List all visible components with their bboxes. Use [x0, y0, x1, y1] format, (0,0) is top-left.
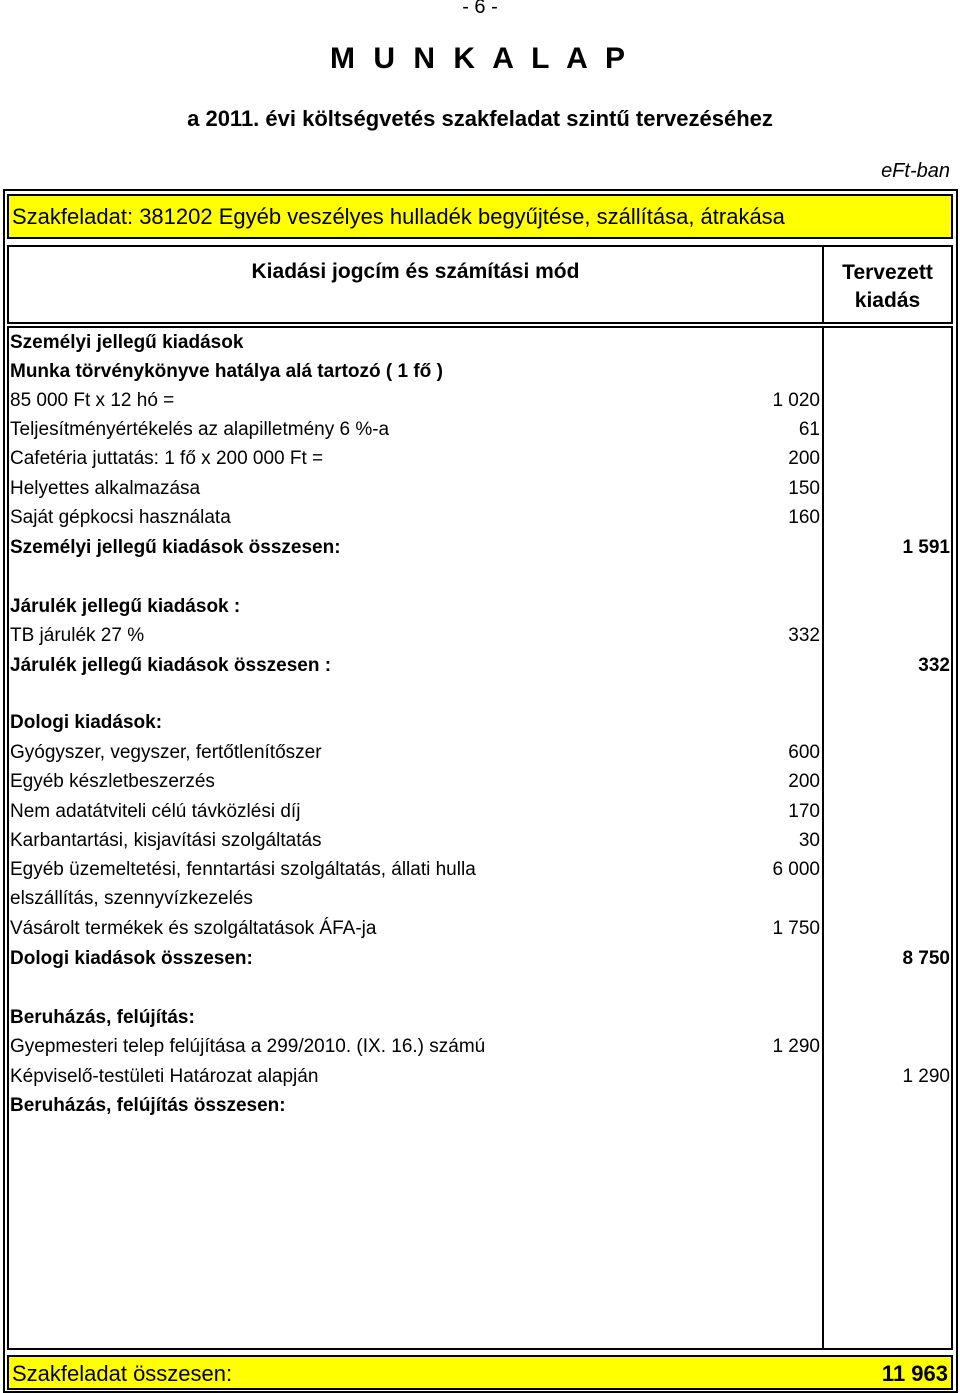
row-calc-value: 150 — [788, 478, 820, 499]
row-planned-value: 332 — [918, 655, 950, 676]
total-label: Szakfeladat összesen: — [12, 1361, 233, 1386]
header-col-tervezett-line2: kiadás — [854, 289, 921, 312]
row-planned-value: 8 750 — [902, 948, 950, 969]
table-header — [7, 245, 953, 324]
szakfeladat-total-banner — [7, 1355, 953, 1390]
row-calc-value: 6 000 — [772, 859, 820, 880]
page-title: M U N K A L A P — [330, 42, 630, 75]
table-row — [10, 1003, 950, 1032]
page-subtitle: a 2011. évi költségvetés szakfeladat szintű tervezéséhez — [187, 106, 773, 131]
table-row — [10, 621, 950, 650]
row-label: Munka törvénykönyve hatálya alá tartozó ( 1 fő ) — [10, 361, 443, 382]
table-row — [10, 884, 950, 913]
row-label: Helyettes alkalmazása — [10, 478, 201, 499]
row-label: Egyéb készletbeszerzés — [10, 771, 215, 792]
row-label: Cafetéria juttatás: 1 fő x 200 000 Ft = — [10, 448, 324, 469]
table-row — [10, 357, 950, 386]
table-row — [10, 708, 950, 737]
header-col-tervezett — [824, 247, 951, 322]
table-row — [10, 1062, 950, 1091]
row-label: Beruházás, felújítás összesen: — [10, 1095, 286, 1116]
table-row — [10, 592, 950, 621]
row-label: Dologi kiadások összesen: — [10, 948, 253, 969]
row-calc-value: 160 — [788, 507, 820, 528]
row-calc-value: 200 — [788, 448, 820, 469]
row-label: Személyi jellegű kiadások — [10, 332, 244, 353]
table-row — [10, 533, 950, 562]
table-row — [10, 651, 950, 680]
row-label: Járulék jellegű kiadások : — [10, 596, 241, 617]
row-planned-value: 1 591 — [902, 537, 950, 558]
table-row — [10, 415, 950, 444]
row-label: Dologi kiadások: — [10, 712, 163, 733]
page-number: - 6 - — [462, 0, 498, 18]
row-calc-value: 1 750 — [772, 918, 820, 939]
table-row — [10, 826, 950, 855]
table-row — [10, 944, 950, 973]
table-row — [10, 855, 950, 884]
row-calc-value: 170 — [788, 801, 820, 822]
table-row — [10, 1032, 950, 1061]
row-label: Gyógyszer, vegyszer, fertőtlenítőszer — [10, 742, 322, 763]
row-calc-value: 61 — [798, 419, 820, 440]
table-row — [10, 797, 950, 826]
row-label: Karbantartási, kisjavítási szolgáltatás — [10, 830, 322, 851]
row-calc-value: 30 — [798, 830, 820, 851]
unit-label: eFt-ban — [881, 160, 950, 182]
row-planned-value: 1 290 — [902, 1066, 950, 1087]
row-label: Nem adatátviteli célú távközlési díj — [10, 801, 301, 822]
row-calc-value: 1 020 — [772, 390, 820, 411]
row-label: Képviselő-testületi Határozat alapján — [10, 1066, 319, 1087]
table-row — [10, 444, 950, 473]
header-col-jogcim-label: Kiadási jogcím és számítási mód — [251, 260, 580, 283]
row-label: Teljesítményértékelés az alapilletmény 6 %-a — [10, 419, 390, 440]
total-value: 11 963 — [881, 1361, 948, 1386]
row-label: Egyéb üzemeltetési, fenntartási szolgáltatás, állati hulla — [10, 859, 476, 880]
row-label: Vásárolt termékek és szolgáltatások ÁFA-ja — [10, 918, 377, 939]
table-row — [10, 474, 950, 503]
table-row — [10, 386, 950, 415]
row-calc-value: 332 — [788, 625, 820, 646]
table-row — [10, 767, 950, 796]
row-label: Személyi jellegű kiadások összesen: — [10, 537, 341, 558]
row-calc-value: 600 — [788, 742, 820, 763]
row-calc-value: 1 290 — [772, 1036, 820, 1057]
table-row — [10, 328, 950, 357]
header-col-tervezett-line1: Tervezett — [842, 261, 933, 284]
table-row — [10, 738, 950, 767]
szakfeladat-banner — [7, 194, 953, 239]
row-label: Járulék jellegű kiadások összesen : — [10, 655, 332, 676]
table-row — [10, 1091, 950, 1120]
row-label: Beruházás, felújítás: — [10, 1007, 195, 1028]
szakfeladat-title: Szakfeladat: 381202 Egyéb veszélyes hulladék begyűjtése, szállítása, átrakása — [12, 204, 785, 229]
row-label: Saját gépkocsi használata — [10, 507, 231, 528]
row-label: elszállítás, szennyvízkezelés — [10, 888, 253, 909]
row-label: Gyepmesteri telep felújítása a 299/2010. (IX. 16.) számú — [10, 1036, 486, 1057]
row-label: TB járulék 27 % — [10, 625, 145, 646]
row-label: 85 000 Ft x 12 hó = — [10, 390, 175, 411]
table-row — [10, 503, 950, 532]
row-calc-value: 200 — [788, 771, 820, 792]
header-col-jogcim — [9, 247, 824, 322]
table-row — [10, 914, 950, 943]
